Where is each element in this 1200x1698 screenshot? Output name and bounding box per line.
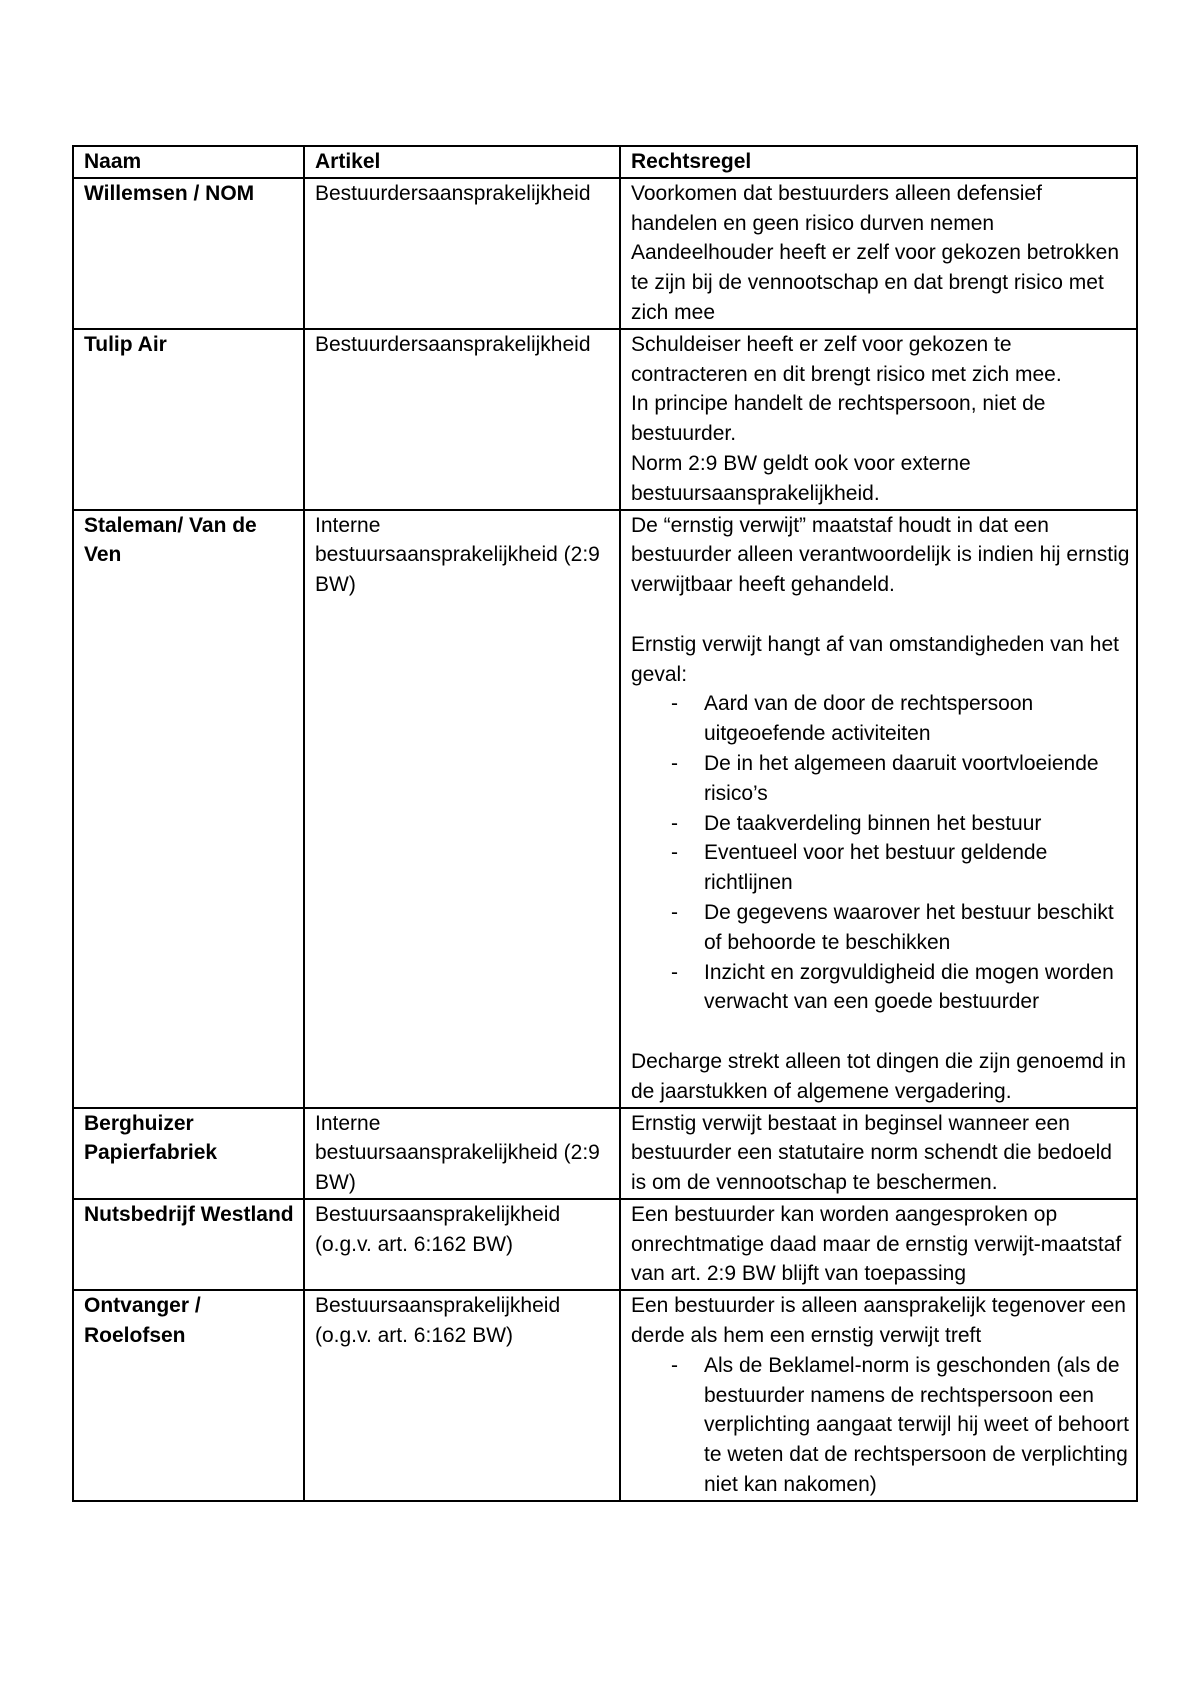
case-name: Tulip Air [73, 329, 304, 510]
rule-intro: De “ernstig verwijt” maatstaf houdt in dat een bestuurder alleen verantwoordelijk is indien hij ernstig verwijtbaar heeft gehandeld. [631, 513, 1130, 597]
case-article: Bestuurdersaansprakelijkheid [304, 178, 620, 329]
table-header-row [73, 146, 1137, 178]
rule-intro: Een bestuurder is alleen aansprakelijk tegenover een derde als hem een ernstig verwijt treft [631, 1294, 1126, 1348]
table-row [73, 1199, 1137, 1290]
case-rule [620, 510, 1137, 1108]
rule-outro: Decharge strekt alleen tot dingen die zijn genoemd in de jaarstukken of algemene vergadering. [631, 1049, 1126, 1103]
table-row [73, 1290, 1137, 1501]
table-row [73, 178, 1137, 329]
case-name: Nutsbedrijf Westland [73, 1199, 304, 1290]
rule-paragraph: Aandeelhouder heeft er zelf voor gekozen betrokken te zijn bij de vennootschap en dat brengt risico met zich mee [631, 241, 1119, 324]
factor-list [631, 689, 1132, 1017]
case-rule [620, 178, 1137, 329]
case-rule: Een bestuurder kan worden aangesproken op onrechtmatige daad maar de ernstig verwijt-maatstaf van art. 2:9 BW blijft van toepassing [620, 1199, 1137, 1290]
header-artikel: Artikel [304, 146, 620, 178]
condition-list [631, 1351, 1132, 1500]
case-name: Ontvanger / Roelofsen [73, 1290, 304, 1501]
case-rule [620, 329, 1137, 510]
paragraph-spacer [631, 1017, 1132, 1047]
table-row [73, 1108, 1137, 1199]
case-name: Berghuizer Papierfabriek [73, 1108, 304, 1199]
list-item: - De gegevens waarover het bestuur beschikt of behoorde te beschikken [631, 898, 1132, 958]
case-article: Bestuurdersaansprakelijkheid [304, 329, 620, 510]
case-rule: Ernstig verwijt bestaat in beginsel wanneer een bestuurder een statutaire norm schendt die bedoeld is om de vennootschap te beschermen. [620, 1108, 1137, 1199]
case-name: Staleman/ Van de Ven [73, 510, 304, 1108]
case-article: Bestuursaansprakelijkheid (o.g.v. art. 6:162 BW) [304, 1199, 620, 1290]
case-article: Bestuursaansprakelijkheid (o.g.v. art. 6:162 BW) [304, 1290, 620, 1501]
header-naam: Naam [73, 146, 304, 178]
header-rechtsregel: Rechtsregel [620, 146, 1137, 178]
rule-paragraph: In principe handelt de rechtspersoon, niet de bestuurder. [631, 392, 1046, 446]
case-law-table [72, 145, 1138, 1502]
table-row [73, 329, 1137, 510]
rule-paragraph: Schuldeiser heeft er zelf voor gekozen te contracteren en dit brengt risico met zich mee. [631, 332, 1062, 386]
rule-paragraph: Norm 2:9 BW geldt ook voor externe bestuursaansprakelijkheid. [631, 451, 971, 505]
rule-lead: Ernstig verwijt hangt af van omstandigheden van het geval: [631, 632, 1119, 686]
list-item: - Inzicht en zorgvuldigheid die mogen worden verwacht van een goede bestuurder [631, 958, 1132, 1018]
list-item: - Aard van de door de rechtspersoon uitgeoefende activiteiten [631, 689, 1132, 749]
list-item: - De in het algemeen daaruit voortvloeiende risico’s [631, 749, 1132, 809]
list-item: - Als de Beklamel-norm is geschonden (als de bestuurder namens de rechtspersoon een verplichting aangaat terwijl hij weet of behoort te weten dat de rechtspersoon de verplichting niet kan nakomen) [631, 1351, 1132, 1500]
case-article: Interne bestuursaansprakelijkheid (2:9 BW) [304, 510, 620, 1108]
case-name: Willemsen / NOM [73, 178, 304, 329]
list-item: - De taakverdeling binnen het bestuur [631, 809, 1132, 839]
rule-paragraph: Voorkomen dat bestuurders alleen defensief handelen en geen risico durven nemen [631, 181, 1042, 235]
case-article: Interne bestuursaansprakelijkheid (2:9 BW) [304, 1108, 620, 1199]
paragraph-spacer [631, 600, 1132, 630]
list-item: - Eventueel voor het bestuur geldende richtlijnen [631, 838, 1132, 898]
table-row [73, 510, 1137, 1108]
case-rule [620, 1290, 1137, 1501]
